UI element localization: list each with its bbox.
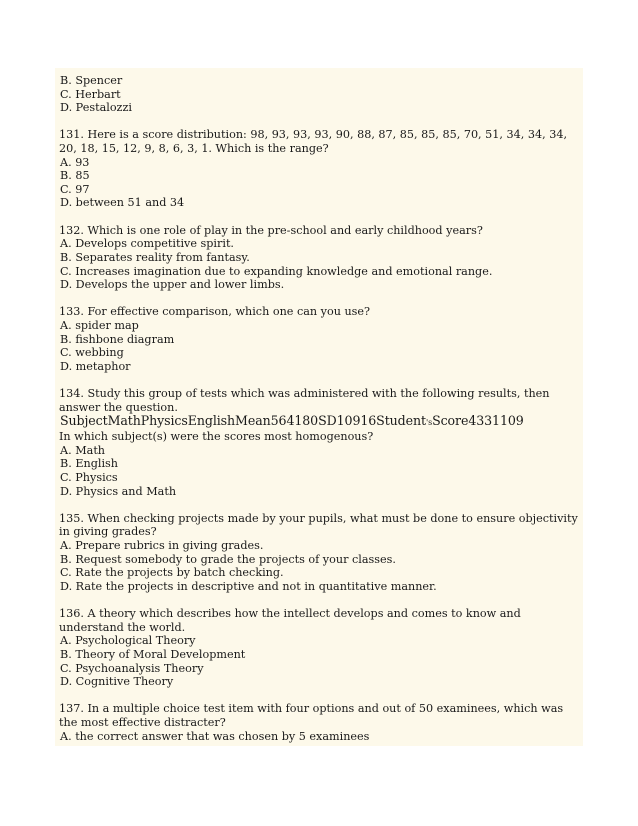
question-136-option-c: C. Psychoanalysis Theory: [60, 661, 204, 675]
question-131-option-b: B. 85: [60, 169, 90, 183]
question-131-option-a: A. 93: [60, 155, 90, 169]
table-text-part-b: Score4331109: [432, 413, 524, 429]
document-page: [55, 68, 583, 746]
option-prev-b: B. Spencer: [60, 74, 123, 87]
question-135-option-c: C. Rate the projects by batch checking.: [60, 566, 284, 580]
question-133-option-d: D. metaphor: [60, 359, 131, 373]
question-136-option-a: A. Psychological Theory: [60, 634, 196, 648]
question-137-stem: 137. In a multiple choice test item with four options and out of 50 examinees, which was the most effective distracter?: [59, 702, 564, 729]
question-134-option-d: D. Physics and Math: [60, 484, 177, 498]
question-132-option-c: C. Increases imagination due to expanding knowledge and emotional range.: [60, 264, 493, 278]
question-132-option-b: B. Separates reality from fantasy.: [60, 250, 250, 264]
option-prev-c: C. Herbart: [60, 87, 121, 101]
question-134-option-a: A. Math: [60, 443, 106, 457]
question-136-option-b: B. Theory of Moral Development: [60, 647, 246, 661]
question-132-option-a: A. Develops competitive spirit.: [60, 237, 234, 251]
question-134-option-c: C. Physics: [60, 471, 118, 484]
document-content: [55, 68, 583, 743]
question-132-option-d: D. Develops the upper and lower limbs.: [60, 278, 285, 292]
question-131-stem: 131. Here is a score distribution: 98, 93, 93, 93, 90, 88, 87, 85, 85, 85, 70, 51, 34, 34, 34, 20, 18, 15, 12, 9, 8, 6, 3, 1. Which is the range?: [59, 128, 568, 156]
question-136-stem: 136. A theory which describes how the intellect develops and comes to know and understand the world.: [59, 607, 521, 634]
question-135-option-b: B. Request somebody to grade the projects of your classes.: [60, 552, 396, 566]
question-135-stem: 135. When checking projects made by your pupils, what must be done to ensure objectivity in giving grades?: [59, 511, 578, 539]
question-133-stem: 133. For effective comparison, which one can you use?: [59, 305, 371, 319]
question-134-stem: 134. Study this group of tests which was administered with the following results, then answer the question.: [59, 387, 550, 414]
question-134-option-b: B. English: [60, 457, 118, 471]
question-135-option-d: D. Rate the projects in descriptive and not in quantitative manner.: [60, 579, 437, 593]
question-134-sub-stem: In which subject(s) were the scores most homogenous?: [59, 430, 374, 444]
question-132-stem: 132. Which is one role of play in the pre-school and early childhood years?: [59, 223, 483, 237]
question-133-option-b: B. fishbone diagram: [60, 332, 175, 346]
question-134-table-text: [59, 414, 579, 430]
option-prev-d: D. Pestalozzi: [60, 101, 132, 115]
question-131-option-d: D. between 51 and 34: [60, 196, 185, 210]
question-131-option-c: C. 97: [60, 182, 90, 196]
table-text-part-a: SubjectMathPhysicsEnglishMean564180SD10916Student: [60, 413, 426, 429]
table-text-apostrophe: 's: [425, 418, 433, 428]
question-136-option-d: D. Cognitive Theory: [60, 675, 174, 689]
question-137-option-a: A. the correct answer that was chosen by 5 examinees: [60, 729, 370, 743]
question-135-option-a: A. Prepare rubrics in giving grades.: [60, 539, 264, 553]
question-133-option-a: A. spider map: [60, 318, 139, 332]
question-133-option-c: C. webbing: [60, 346, 124, 360]
